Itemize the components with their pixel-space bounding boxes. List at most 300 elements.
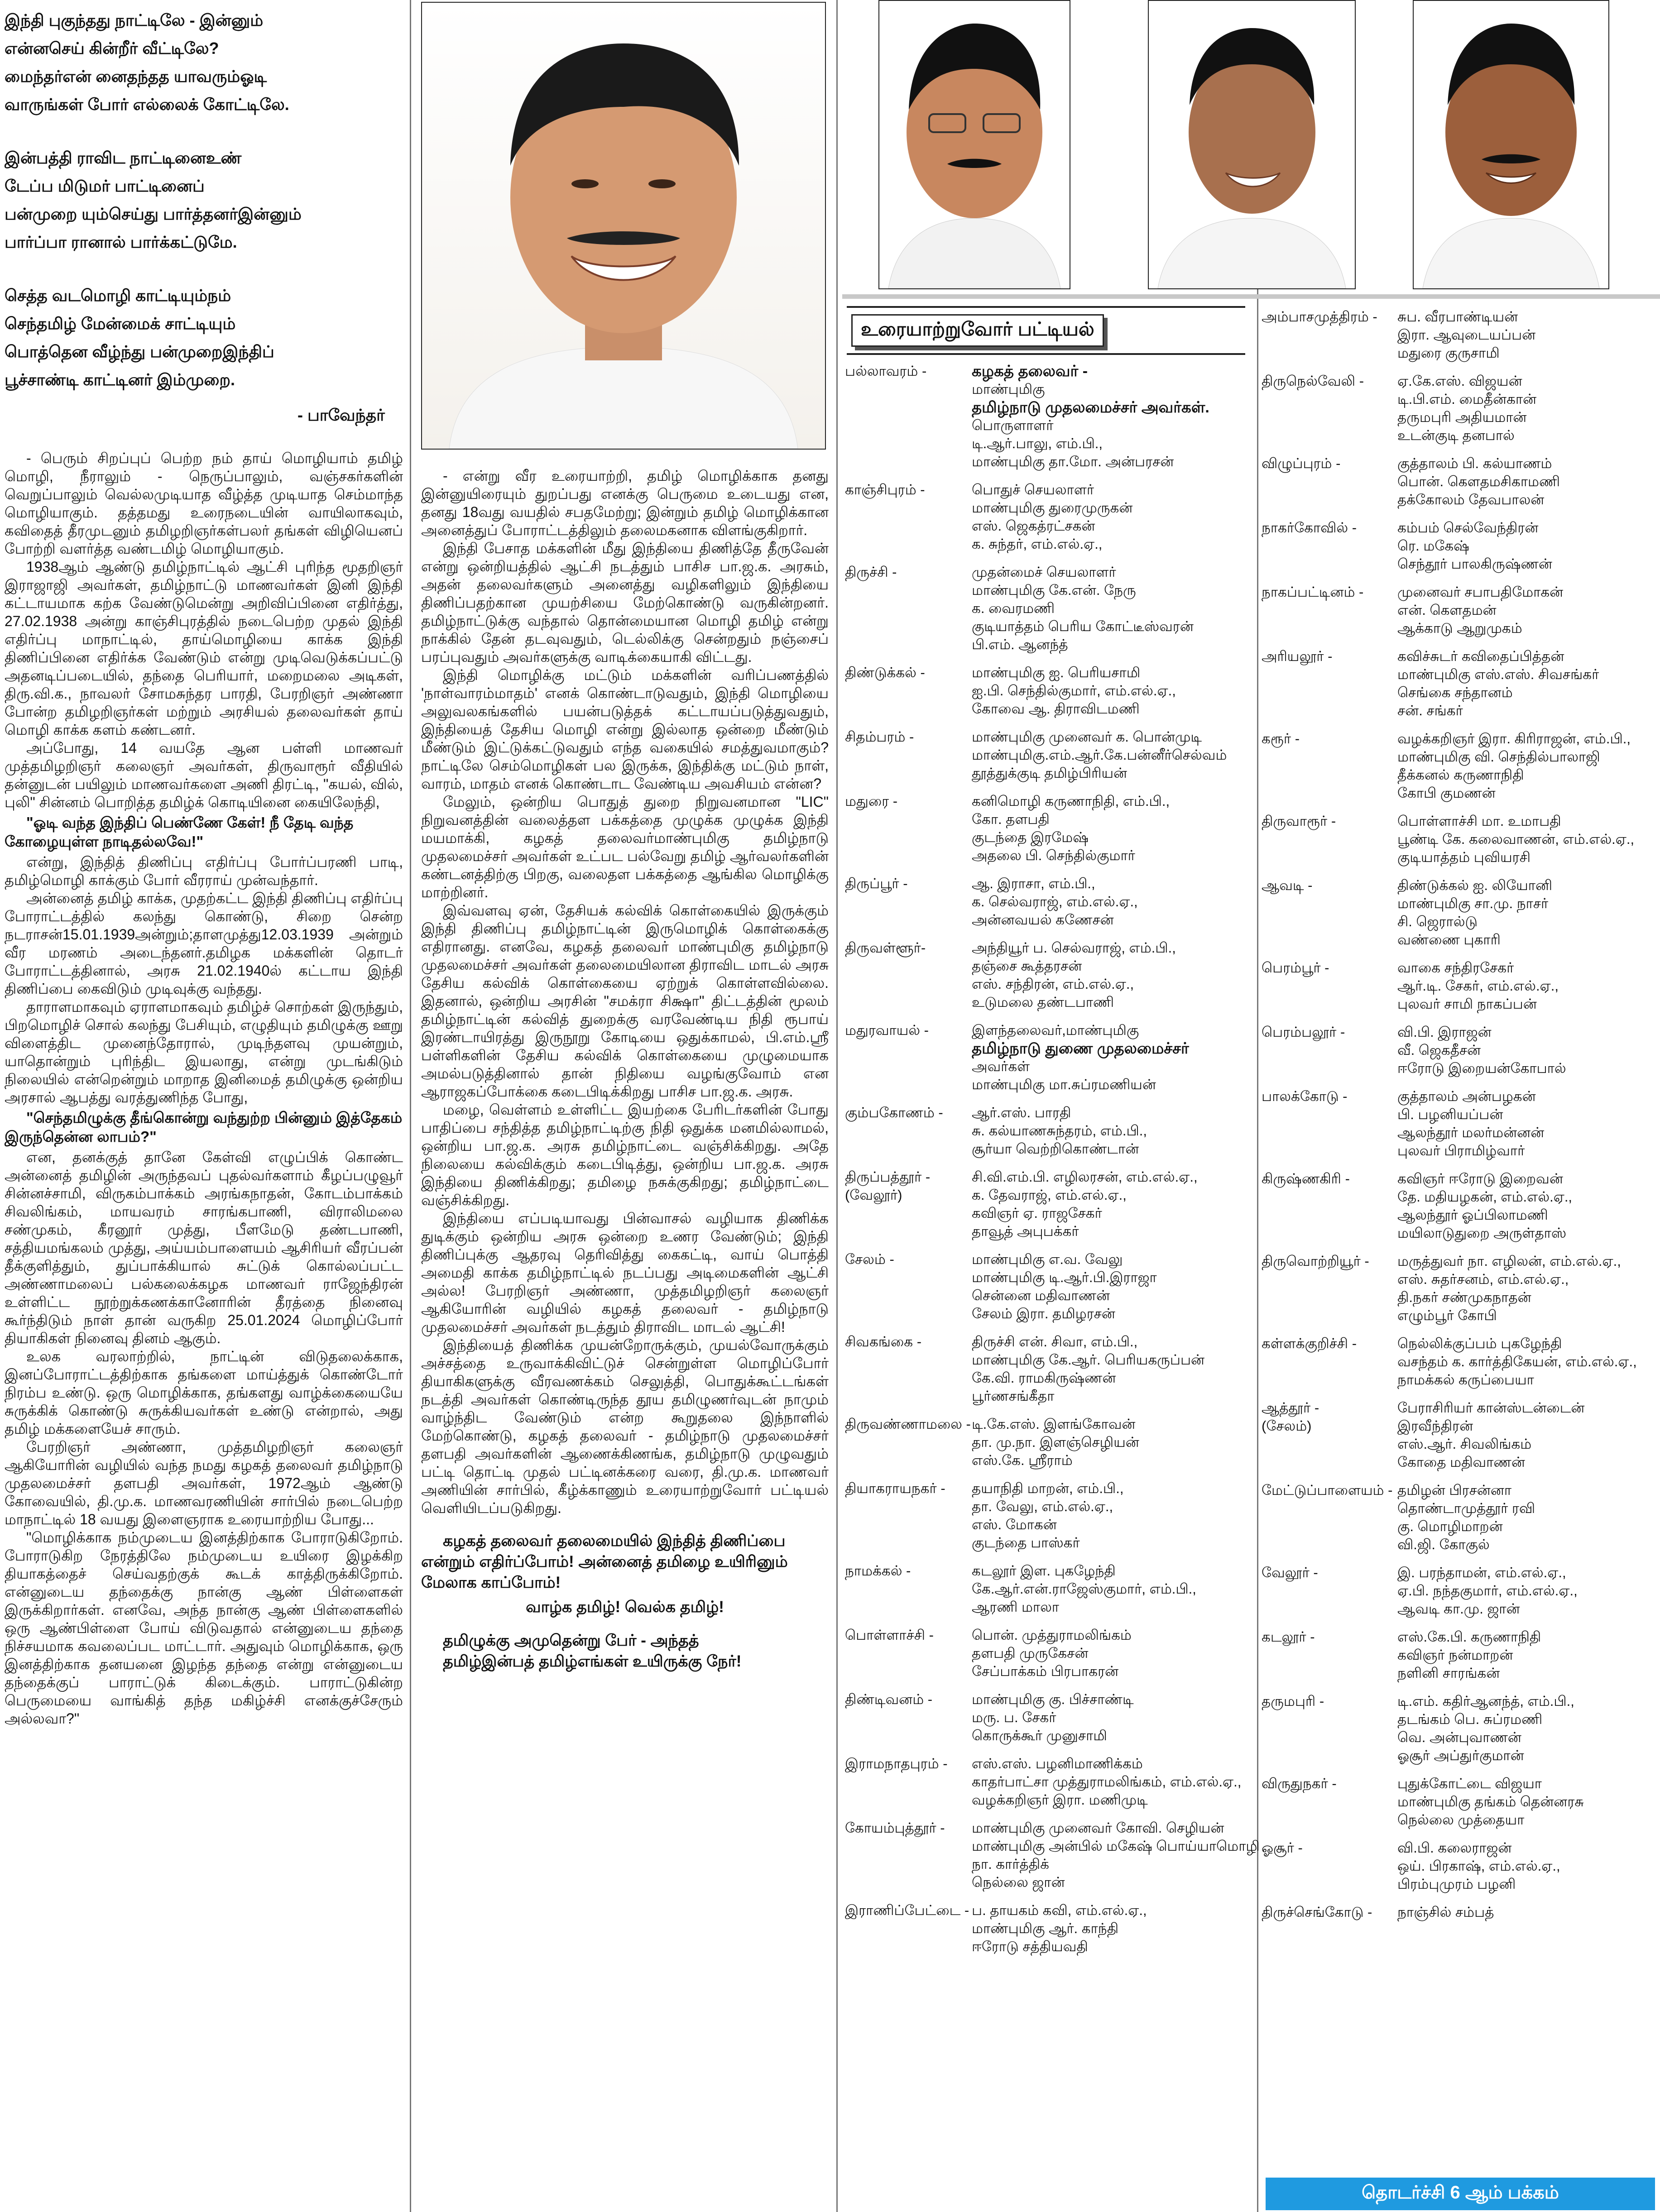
speaker-name: தி.நகர் சண்முகநாதன் <box>1397 1289 1531 1305</box>
speaker-name: தளபதி முருகேசன் <box>972 1645 1089 1661</box>
closing-statement: கழகத் தலைவர் தலைமையில் இந்தித் திணிப்பை என்றும் எதிர்ப்போம்! அன்னைத் தமிழை உயிரினும் மேலாக காப்போம்! வாழ்க தமிழ்! வெல்க தமிழ்! <box>421 1531 829 1618</box>
speaker-name: கோ. தளபதி <box>972 811 1050 827</box>
speaker-entry <box>845 1168 1252 1240</box>
quote: "ஓடி வந்த இந்திப் பெண்ணே கேள்! நீ தேடி வந்த கோழையுள்ள நாடிதல்லவே!" <box>5 814 354 850</box>
paragraph: என்று, இந்தித் திணிப்பு எதிர்ப்பு போர்ப்பரணி பாடி, தமிழ்மொழி காக்கும் போர் வீரராய் முன்வந்தார். <box>5 854 403 888</box>
paragraph: இவ்வளவு ஏன், தேசியக் கல்விக் கொள்கையில் இருக்கும் இந்தி திணிப்பு தமிழ்நாட்டின் இருமொழிக் கொள்கைக்கு எதிரானது. எனவே, கழகத் தலைவர் மாண்புமிகு தமிழ்நாடு முதலமைச்சர் அவர்கள் தலைமையிலான திராவிட மாடல் அரசு தேசிய கல்விக் கொள்கையை ஏற்றுக் கொள்ளவில்லை. இதனால், ஒன்றிய அரசின் "சமக்ரா சிக்ஷா" திட்டத்தின் மூலம் தமிழ்நாட்டின் கல்வித் துறைக்கு வரவேண்டிய நிதி ரூபாய் இரண்டாயிரத்து இருநூறு கோடியை ஒதுக்காமல், பி.எம்.ஸ்ரீ பள்ளிகளின் தேசிய கல்விக் கொள்கையை முழுமையாக அமல்படுத்தினால் தான் நிதியை வழங்குவோம் என ஆராஜகப்போக்கை கடைபிடிக்கிறது பாசிச பா.ஜ.க. அரசு. <box>421 902 829 1100</box>
speaker-name: சி. ஜெரால்டு <box>1397 914 1478 929</box>
speakers-list-left <box>845 362 1260 1966</box>
speaker-portraits <box>878 0 1630 290</box>
speaker-entry <box>1262 1170 1658 1242</box>
article-column-1 <box>5 0 403 2212</box>
speaker-name: சேலம் இரா. தமிழரசன் <box>972 1306 1115 1321</box>
poem-stanza: இன்பத்தி ராவிட நாட்டினைஉண் டேப்ப மிடுமர் பாட்டினைப் பன்முறை யும்செய்து பார்த்தனர்இன்னும் பார்ப்பா ரானால் பார்க்கட்டுமே. <box>5 148 302 251</box>
speaker-name: அதலை பி. செந்தில்குமார் <box>972 847 1135 863</box>
speaker-entry <box>1262 1628 1658 1682</box>
portrait-photo <box>1148 0 1356 289</box>
speaker-name: க. செல்வராஜ், எம்.எல்.ஏ., <box>972 894 1138 910</box>
speaker-name: டி.பி.எம். மைதீன்கான் <box>1397 391 1537 407</box>
speaker-names <box>1397 647 1658 720</box>
place-name: திருவொற்றியூர் - <box>1262 1253 1369 1269</box>
speaker-name: டி.கே.எஸ். இளங்கோவன் <box>972 1416 1136 1432</box>
speaker-names <box>972 1104 1252 1158</box>
place-name: பாலக்கோடு - <box>1262 1088 1348 1104</box>
speaker-entry <box>845 939 1252 1011</box>
paragraph: உலக வரலாற்றில், நாட்டின் விடுதலைக்காக, இனப்போராட்டத்திற்காக தங்களை மாய்த்துக் கொண்டோர் நிரம்ப உண்டு. ஒரு மொழிக்காக, தங்களது வாழ்க்கையையே சுருக்கிக் கொண்டு சுருக்கியவர்கள் உண்டு என்றால், அது தமிழ் மக்களையேச் சாரும். <box>5 1348 403 1437</box>
speaker-name: க. சுந்தர், எம்.எல்.ஏ., <box>972 536 1103 552</box>
speaker-name: மாண்புமிகு.எம்.ஆர்.கே.பன்னீர்செல்வம் <box>972 747 1227 763</box>
speaker-name: கோபி குமணன் <box>1397 785 1496 801</box>
speaker-entry <box>845 1626 1252 1681</box>
speaker-name: ஆரணி மாலா <box>972 1599 1060 1615</box>
paragraph: 1938ஆம் ஆண்டு தமிழ்நாட்டில் ஆட்சி புரிந்த மூதறிஞர் இராஜாஜி அவர்கள், தமிழ்நாட்டு மாணவர்கள் இனி இந்தி கட்டாயமாக கற்க வேண்டுமென்று அறிவிப்பினை எதிர்த்து, 27.02.1938 அன்று காஞ்சிபுரத்தில் நடைபெற்ற முதல் இந்தி எதிர்ப்பு மாநாட்டில், தாய்மொழியை காக்க இந்தி திணிப்பினை எதிர்க்க வேண்டும் என்று முடிவெடுக்கப்பட்டு அதனடிப்படையில், தந்தை பெரியார், மறைமலை அடிகள், திரு.வி.க., நாவலர் சோமசுந்தர பாரதி, பேரறிஞர் அண்ணா போன்ற தமிழறிஞர்கள் மற்றும் அரசியல் தலைவர்கள் தாய் மொழி காக்க களம் கண்டனர். <box>5 559 403 738</box>
speaker-name: எஸ்.கே. ஸ்ரீராம் <box>972 1452 1073 1468</box>
speaker-name: எஸ்.எஸ். பழனிமாணிக்கம் <box>972 1756 1143 1772</box>
speaker-entry <box>1262 1564 1658 1618</box>
speaker-name: முதன்மைச் செயலாளர் <box>972 564 1116 580</box>
speaker-names <box>1397 519 1658 573</box>
speaker-names <box>972 664 1252 718</box>
speaker-name: இரா. ஆவுடையப்பன் <box>1397 327 1536 343</box>
speaker-names <box>1397 455 1658 509</box>
speaker-name: சென்னை மதிவாணன் <box>972 1288 1110 1303</box>
place-name: பொள்ளாச்சி - <box>845 1627 934 1643</box>
speaker-names <box>972 563 1252 654</box>
place-name: வேலூர் - <box>1262 1565 1318 1580</box>
speaker-name: வெ. அன்புவாணன் <box>1397 1729 1521 1745</box>
speaker-names <box>1397 1399 1658 1471</box>
speaker-entry <box>845 481 1252 553</box>
speaker-name: ஏ.பி. நந்தகுமார், எம்.எல்.ஏ., <box>1397 1583 1578 1599</box>
speaker-names <box>1397 1564 1658 1618</box>
slogan: வாழ்க தமிழ்! வெல்க தமிழ்! <box>526 1598 724 1616</box>
speaker-entry <box>1262 1775 1658 1829</box>
speaker-name: குடியாத்தம் புவியரசி <box>1397 849 1530 865</box>
speaker-name: கம்பம் செல்வேந்திரன் <box>1397 520 1539 536</box>
article-column-2 <box>421 0 829 2212</box>
speaker-entry <box>845 1690 1252 1745</box>
speaker-name: வண்ணை புகாரி <box>1397 932 1501 948</box>
place-name: கிருஷ்ணகிரி - <box>1262 1171 1350 1187</box>
speaker-names <box>1397 1087 1658 1160</box>
speaker-name: தக்கோலம் தேவபாலன் <box>1397 492 1545 508</box>
portrait-photo <box>878 0 1070 289</box>
speaker-name: குடந்தை பாஸ்கர் <box>972 1535 1080 1551</box>
speaker-name: ஈரோடு இறையன்கோபால் <box>1397 1060 1566 1076</box>
speaker-name: கோவை ஆ. திராவிடமணி <box>972 701 1140 717</box>
paragraph: - பெரும் சிறப்புப் பெற்ற நம் தாய் மொழியாம் தமிழ் மொழி, நீராலும் - நெருப்பாலும், வஞ்சகர்களின் வெறுப்பாலும் வெல்லமுடியாத வீழ்த்த முடியாத செம்மாந்த மொழியாகும். தத்தமது உரைநடையின் வாயிலாகவும், கவிதைத் தீரமுடனும் தமிழறிஞர்கள்பலர் தங்கள் விழியெனப் போற்றி வளர்த்த வண்டமிழ் மொழியாகும். <box>5 450 403 557</box>
speaker-names <box>972 1333 1252 1405</box>
speaker-names <box>972 1168 1252 1240</box>
speaker-entry <box>1262 583 1658 637</box>
speaker-name: அன்னவயல் கணேசன் <box>972 912 1114 928</box>
speaker-names <box>972 362 1252 471</box>
speaker-names <box>1397 959 1658 1013</box>
column-divider <box>836 0 838 2212</box>
speaker-name: சி.வி.எம்.பி. எழிலரசன், எம்.எல்.ஏ., <box>972 1169 1198 1185</box>
speaker-name: தடங்கம் பெ. சுப்ரமணி <box>1397 1711 1543 1727</box>
place-name: மதுரை - <box>845 793 898 809</box>
speaker-names <box>1397 1903 1658 1921</box>
speaker-name: தொண்டாமுத்தூர் ரவி <box>1397 1500 1535 1516</box>
speaker-name: எஸ். சுதர்சனம், எம்.எல்.ஏ., <box>1397 1271 1569 1287</box>
speaker-name: க. வைரமணி <box>972 600 1055 616</box>
speaker-entry <box>1262 1903 1658 1921</box>
speaker-entry <box>845 1755 1252 1809</box>
speaker-name: மாண்புமிகு கே.என். நேரு <box>972 582 1136 598</box>
speaker-entry <box>845 1250 1252 1323</box>
speaker-name: குடியாத்தம் பெரிய கோட்டீஸ்வரன் <box>972 618 1194 634</box>
paragraph: இந்தி பேசாத மக்களின் மீது இந்தியை திணித்தே தீருவேன் என்று ஒன்றியத்தில் ஆட்சி நடத்தும் பாசிச பா.ஜ.க. அரசும், அதன் தலைவர்களும் அனைத்து வழிகளிலும் இந்தியை திணிப்பதற்கான முயற்சியை மேற்கொண்டு வருகின்றனர். தமிழ்நாட்டுக்கு வந்தால் தொன்மையான மொழி தமிழ் என்று நாக்கில் தேன் தடவுவதும், டெல்லிக்கு சென்றதும் நஞ்சைப் பரப்புவதும் அவர்களுக்கு வாடிக்கையாகி விட்டது. <box>421 540 829 665</box>
speaker-name: நளினி சாரங்கன் <box>1397 1665 1500 1681</box>
speaker-name: என். கௌதமன் <box>1397 602 1497 618</box>
speaker-name: சன். சங்கர் <box>1397 703 1463 718</box>
speaker-name: சேப்பாக்கம் பிரபாகரன் <box>972 1663 1119 1679</box>
place-name: காஞ்சிபுரம் - <box>845 482 925 498</box>
article-body <box>421 467 829 1517</box>
speaker-name: வி.பி. இராஜன் <box>1397 1024 1492 1040</box>
speakers-list-right <box>1262 308 1658 1931</box>
speaker-name: ஏ.கே.எஸ். விஜயன் <box>1397 373 1522 389</box>
speaker-name: வழக்கறிஞர் இரா. மணிமுடி <box>972 1792 1148 1808</box>
paragraph: அப்போது, 14 வயதே ஆன பள்ளி மாணவர் முத்தமிழறிஞர் கலைஞர் அவர்கள், திருவாரூர் வீதியில் தன்னுடன் பயிலும் மாணவர்களை அணி திரட்டி, "கயல், வில், புலி" சின்னம் பொறித்த தமிழ்க் கொடியினை கையிலேந்தி, <box>5 740 403 810</box>
speaker-name: மாண்புமிகு முனைவர் க. பொன்முடி <box>972 729 1202 745</box>
speaker-entry <box>1262 1023 1658 1077</box>
speaker-name: கே.வி. ராமகிருஷ்ணன் <box>972 1370 1116 1386</box>
speaker-name: பொள்ளாச்சி மா. உமாபதி <box>1397 813 1561 829</box>
speaker-names <box>972 1901 1252 1956</box>
speaker-name: மாண்புமிகு டி.ஆர்.பி.இராஜா <box>972 1269 1157 1285</box>
speaker-name: சு. கல்யாணசுந்தரம், எம்.பி., <box>972 1123 1147 1139</box>
closing-verse: தமிழுக்கு அமுதென்று பேர் - அந்தத் தமிழ்இன்பத் தமிழ்எங்கள் உயிருக்கு நேர்! <box>443 1632 742 1670</box>
speaker-name: கொருக்கூர் முனுசாமி <box>972 1728 1107 1743</box>
leader-photo <box>421 2 826 450</box>
paragraph: தாராளமாகவும் ஏராளமாகவும் தமிழ்ச் சொற்கள் இருந்தும், பிறமொழிச் சொல் கலந்து பேசியும், எழுதியும் தமிழுக்கு ஊறு விளைத்திட முனைந்தோரால், முடிந்தளவு முயன்றும், யாதொன்றும் புரிந்திட இயலாது, என்று முடங்கிடும் நிலையில் என்றென்றும் மாறாத இனிமைத் தமிழுக்கு ஒன்றிய அரசால் ஆபத்து வரத்துணிந்த போது, <box>5 999 403 1106</box>
poem-stanza: இந்தி புகுந்தது நாட்டிலே - இன்னும் என்னசெய் கின்றீர் வீட்டிலே? மைந்தர்என் னைதந்தத யாவரும்ஓடி வாருங்கள் போர் எல்லைக் கோட்டிலே. <box>5 11 289 114</box>
speaker-entry <box>1262 1839 1658 1893</box>
poem-author: - பாவேந்தர் <box>297 406 385 424</box>
speaker-entry <box>845 563 1252 654</box>
speaker-name: ஒய். பிரகாஷ், எம்.எல்.ஏ., <box>1397 1858 1560 1874</box>
speaker-names <box>972 1626 1252 1681</box>
speaker-entry <box>1262 647 1658 720</box>
place-name: திண்டிவனம் - <box>845 1691 933 1707</box>
place-name: ஆத்தூர் - (சேலம்) <box>1262 1400 1319 1434</box>
speaker-name: கு. மொழிமாறன் <box>1397 1518 1503 1534</box>
speaker-name: எஸ். ஜெகத்ரட்சகன் <box>972 518 1095 534</box>
speaker-name: நா. கார்த்திக் <box>972 1856 1049 1872</box>
speaker-name: திருச்சி என். சிவா, எம்.பி., <box>972 1334 1138 1350</box>
speaker-names <box>1397 1692 1658 1765</box>
speaker-name: தீக்கனல் கருணாநிதி <box>1397 767 1524 783</box>
place-name: சிதம்பரம் - <box>845 729 914 745</box>
article-body <box>5 449 403 1728</box>
speaker-names <box>1397 1628 1658 1682</box>
paragraph: இந்தி மொழிக்கு மட்டும் மக்களின் வரிப்பணத்தில் 'நாள்வாரம்மாதம்' எனக் கொண்டாடுவதும், இந்தி மொழியை அலுவலகங்களில் பயன்படுத்தக் கட்டாயப்படுத்துவதும், இந்தியைத் தேசிய மொழி என்று இல்லாத ஒன்றை மீண்டும் மீண்டும் இட்டுக்கட்டுவதும் எந்த வகையில் சமத்துவமாகும்? நாட்டிலே செம்மொழிகள் பல இருக்க, இந்திக்கு மட்டும் நாள், வாரம், மாதம் எனக் கொண்டாட வேண்டிய அவசியம் என்ன? <box>421 667 829 792</box>
speaker-name: பிரம்புமுரம் பழனி <box>1397 1876 1516 1892</box>
speaker-entry <box>845 1479 1252 1552</box>
speaker-names <box>1397 1252 1658 1325</box>
speaker-entry <box>845 1104 1252 1158</box>
speaker-name: ஓசூர் அப்துர்குமான் <box>1397 1748 1524 1763</box>
speaker-name: முனைவர் சபாபதிமோகன் <box>1397 584 1564 600</box>
speaker-name: ரெ. மகேஷ் <box>1397 538 1469 554</box>
speaker-name: மாண்புமிகு தா.மோ. அன்பரசன் <box>972 454 1174 469</box>
speaker-name: மாண்புமிகு ஆர். காந்தி <box>972 1920 1119 1936</box>
quote: "செந்தமிழுக்கு தீங்கொன்று வந்துற்ற பின்னும் இத்தேகம் இருந்தென்ன லாபம்?" <box>5 1109 403 1145</box>
place-name: கள்ளக்குறிச்சி - <box>1262 1336 1357 1351</box>
speaker-entry <box>1262 1087 1658 1160</box>
place-name: திருவள்ளூர்- <box>845 940 926 956</box>
speaker-name: ஆவடி கா.மு. ஜான் <box>1397 1601 1520 1617</box>
place-name: நாகர்கோவில் - <box>1262 520 1357 536</box>
speaker-entry <box>845 728 1252 782</box>
speaker-names <box>1397 1335 1658 1389</box>
speaker-names <box>1397 1023 1658 1077</box>
place-name: திருவாரூர் - <box>1262 813 1336 829</box>
speaker-entry <box>845 1562 1252 1616</box>
speaker-name: எஸ். மோகன் <box>972 1517 1057 1532</box>
speaker-name: இ. பரந்தாமன், எம்.எல்.ஏ., <box>1397 1565 1566 1580</box>
speaker-name: செந்தூர் பாலகிருஷ்ணன் <box>1397 556 1552 572</box>
place-name: சிவகங்கை - <box>845 1334 922 1350</box>
speaker-name: மாண்புமிகு சா.மு. நாசர் <box>1397 895 1549 911</box>
speaker-name: மாண்புமிகு மா.சுப்ரமணியன் <box>972 1077 1156 1092</box>
paragraph: மேலும், ஒன்றிய பொதுத் துறை நிறுவனமான "LIC" நிறுவனத்தின் வலைத்தள பக்கத்தை முழுக்க முழுக்க இந்தி மயமாக்கி, கழகத் தலைவர்மாண்புமிகு தமிழ்நாடு முதலமைச்சர் அவர்கள் உட்பட பல்வேறு தமிழ் ஆர்வலர்களின் கண்டனத்திற்கு பிறகு, வலைதள பக்கத்தை ஆங்கில மொழிக்கு மாற்றினர். <box>421 794 829 900</box>
speaker-name: நெல்லை முத்தையா <box>1397 1812 1525 1828</box>
portrait-illustration <box>422 3 825 449</box>
paragraph: "மொழிக்காக நம்முடைய இனத்திற்காக போராடுகிறோம். போராடுகிற நேரத்திலே நம்முடைய உயிரை இழக்கிற தியாகத்தைச் செய்வதற்குக் கூடக் காத்திருக்கிறோம். என்னுடைய தந்தைக்கு நான்கு ஆண் பிள்ளைகள் இருக்கிறார்கள். எனவே, அந்த நான்கு ஆண் பிள்ளைகளில் ஒரு ஆண்பிள்ளை போய் விடுவதால் என்னுடைய தந்தை நிச்சயமாக கவலைப்பட மாட்டார். அதுவும் மொழிக்காக, ஒரு இனத்திற்காக தனயனை இழந்த தந்தை என்று என்னுடைய தந்தைக்குப் பாராட்டுக் கிடைக்கும். பாராட்டுகின்ற பெருமையை வாங்கித் தந்த மகிழ்ச்சி எனக்குச்சேரும் அல்லவா?" <box>5 1529 403 1727</box>
speaker-name: வி.பி. கலைராஜன் <box>1397 1840 1512 1856</box>
speaker-name: பூர்ணசங்கீதா <box>972 1388 1055 1404</box>
place-name: நாமக்கல் - <box>845 1563 911 1579</box>
speaker-name: ஆர்.டி. சேகர், எம்.எல்.ஏ., <box>1397 978 1559 994</box>
speaker-name: தூத்துக்குடி தமிழ்பிரியன் <box>972 765 1127 781</box>
place-name: விருதுநகர் - <box>1262 1776 1337 1791</box>
place-name: திருப்பத்தூர் - (வேலூர்) <box>845 1169 931 1203</box>
speaker-name: க. தேவராஜ், எம்.எல்.ஏ., <box>972 1187 1127 1203</box>
place-name: கும்பகோணம் - <box>845 1105 943 1120</box>
speaker-entry <box>845 1901 1252 1956</box>
place-name: இராணிப்பேட்டை - <box>845 1902 969 1918</box>
speaker-name: வசந்தம் க. கார்த்திகேயன், எம்.எல்.ஏ., <box>1397 1354 1637 1369</box>
speaker-name: தே. மதியழகன், எம்.எல்.ஏ., <box>1397 1189 1573 1205</box>
speaker-entry <box>845 1333 1252 1405</box>
speaker-entry <box>1262 812 1658 867</box>
speaker-name: தமிழன் பிரசன்னா <box>1397 1482 1512 1498</box>
speaker-name: இளந்தலைவர்,மாண்புமிகு <box>972 1022 1139 1038</box>
paragraph: - என்று வீர உரையாற்றி, தமிழ் மொழிக்காக தனது இன்னுயிரையும் துறப்பது எனக்கு பெருமை உடையது என, தனது 18வது வயதில் சபதமேற்று; இன்றும் தமிழ் மொழிக்கான அனைத்துப் போராட்டத்திலும் தலைமகனாக விளங்குகிறார். <box>421 468 829 538</box>
speaker-entry <box>845 1021 1252 1094</box>
speaker-name: மாண்புமிகு ஐ. பெரியசாமி <box>972 665 1141 680</box>
place-name: பெரம்பலூர் - <box>1262 1024 1345 1040</box>
place-name: ஓசூர் - <box>1262 1840 1303 1856</box>
speaker-name: ஈரோடு சத்தியவதி <box>972 1939 1088 1954</box>
place-name: கடலூர் - <box>1262 1629 1315 1645</box>
poem-stanza: செத்த வடமொழி காட்டியும்நம் செந்தமிழ் மேன்மைக் சாட்டியும் பொத்தென வீழ்ந்து பன்முறைஇந்திப் பூச்சாண்டி காட்டினர் இம்முறை. <box>5 286 274 389</box>
speaker-name: வழக்கறிஞர் இரா. கிரிராஜன், எம்.பி., <box>1397 731 1631 747</box>
portrait-photo <box>1413 0 1609 289</box>
speaker-name: தயாநிதி மாறன், எம்.பி., <box>972 1480 1124 1496</box>
speaker-name: நெல்லை ஜான் <box>972 1874 1065 1890</box>
speaker-entry <box>1262 959 1658 1013</box>
speaker-name: தமிழ்நாடு துணை முதலமைச்சர் <box>972 1040 1189 1057</box>
speaker-name: கவிஞர் ஏ. ராஜசேகர் <box>972 1205 1102 1221</box>
speaker-name: மாண்புமிகு அன்பில் மகேஷ் பொய்யாமொழி <box>972 1838 1260 1854</box>
speaker-name: கழகத் தலைவர் - <box>972 363 1088 380</box>
speaker-name: தஞ்சை கூத்தரசன் <box>972 958 1082 974</box>
speaker-name: ஆர்.எஸ். பாரதி <box>972 1105 1071 1120</box>
speaker-name: மாண்புமிகு வி. செந்தில்பாலாஜி <box>1397 749 1600 765</box>
place-name: கரூர் - <box>1262 731 1300 747</box>
speaker-entry <box>1262 455 1658 509</box>
speaker-names <box>1397 876 1658 949</box>
speaker-name: மாண்புமிகு துரைமுருகன் <box>972 500 1133 516</box>
paragraph: இந்தியை எப்படியாவது பின்வாசல் வழியாக திணிக்க துடிக்கும் ஒன்றிய அரசு ஒன்றை உணர வேண்டும்; இந்தி திணிப்புக்கு ஆதரவு தெரிவித்து கைகட்டி, வாய் பொத்தி அமைதி காக்க தமிழ்நாட்டில் நடப்பது அடிமைகளின் ஆட்சி அல்ல! பேரறிஞர் அண்ணா, முத்தமிழறிஞர் கலைஞர் ஆகியோரின் வழியில் கழகத் தலைவர் - தமிழ்நாடு முதலமைச்சர் அவர்கள் நடத்தும் திராவிட மாடல் ஆட்சி! <box>421 1210 829 1335</box>
column-divider <box>410 0 411 2212</box>
speaker-name: பொதுச் செயலாளர் <box>972 482 1094 498</box>
speaker-entry <box>1262 1335 1658 1389</box>
paragraph: மழை, வெள்ளம் உள்ளிட்ட இயற்கை பேரிடர்களின் போது பாதிப்பை சந்தித்த தமிழ்நாட்டிற்கு நிதி ஒதுக்க மனமில்லாமல், ஒன்றிய பா.ஜ.க. அரசு தமிழ்நாட்டை வஞ்சிக்கிறது. அதே நிலையை கல்விக்கும் கடைபிடித்து, ஒன்றிய பா.ஜ.க. அரசு இந்தியை திணிக்கிறது; தமிழை நசுக்குகிறது; தமிழ்நாட்டை வஞ்சிக்கிறது. <box>421 1101 829 1208</box>
speaker-name: மாண்புமிகு எஸ்.எஸ். சிவசங்கர் <box>1397 666 1599 682</box>
speaker-names <box>1397 583 1658 637</box>
place-name: திருச்சி - <box>845 564 897 580</box>
place-name: ஆவடி - <box>1262 877 1313 893</box>
speaker-entry <box>845 1819 1260 1891</box>
place-name: விழுப்புரம் - <box>1262 455 1341 471</box>
speaker-name: மயிலாடுதுறை அருள்தாஸ் <box>1397 1225 1567 1241</box>
speaker-names <box>1397 372 1658 445</box>
speaker-name: எழும்பூர் கோபி <box>1397 1307 1497 1323</box>
speaker-name: ஐ.பி. செந்தில்குமார், எம்.எல்.ஏ., <box>972 683 1176 699</box>
speaker-names <box>1397 308 1658 362</box>
speaker-name: திண்டுக்கல் ஐ. லியோனி <box>1397 877 1553 893</box>
place-name: தியாகராயநகர் - <box>845 1480 945 1496</box>
speaker-name: மாண்புமிகு <box>972 381 1045 397</box>
speaker-name: வி.ஜி. கோகுல் <box>1397 1537 1490 1552</box>
speaker-entry <box>1262 519 1658 573</box>
place-name: அரியலூர் - <box>1262 648 1333 664</box>
speaker-entry <box>1262 1692 1658 1765</box>
speaker-name: கவிஞர் ஈரோடு இறைவன் <box>1397 1171 1563 1187</box>
speaker-name: மரு. ப. சேகர் <box>972 1709 1056 1725</box>
speaker-name: நாமக்கல் கருப்பையா <box>1397 1372 1534 1388</box>
speaker-name: தமிழ்நாடு முதலமைச்சர் அவர்கள். <box>972 399 1209 416</box>
speaker-name: மருத்துவர் நா. எழிலன், எம்.எல்.ஏ., <box>1397 1253 1621 1269</box>
speaker-name: அந்தியூர் ப. செல்வராஜ், எம்.பி., <box>972 940 1176 956</box>
speaker-names <box>972 1755 1252 1809</box>
speaker-name: வாகை சந்திரசேகர் <box>1397 960 1514 976</box>
place-name: பெரம்பூர் - <box>1262 960 1329 976</box>
place-name: நாகப்பட்டினம் - <box>1262 584 1364 600</box>
speaker-name: உடுமலை தண்டபாணி <box>972 994 1114 1010</box>
speaker-name: ப. தாயகம் கவி, எம்.எல்.ஏ., <box>972 1902 1147 1918</box>
speaker-names <box>972 1415 1252 1470</box>
speaker-name: சூர்யா வெற்றிகொண்டான் <box>972 1141 1139 1157</box>
speaker-name: மாண்புமிகு எ.வ. வேலு <box>972 1251 1123 1267</box>
place-name: திருநெல்வேலி - <box>1262 373 1364 389</box>
speaker-name: எஸ்.கே.பி. கருணாநிதி <box>1397 1629 1541 1645</box>
speaker-entry <box>1262 730 1658 802</box>
speaker-name: கனிமொழி கருணாநிதி, எம்.பி., <box>972 793 1170 809</box>
speaker-name: புதுக்கோட்டை விஜயா <box>1397 1776 1542 1791</box>
speaker-entry <box>845 1415 1252 1470</box>
speaker-name: புலவர் பிராமிழ்வார் <box>1397 1143 1525 1159</box>
speaker-name: செங்கை சந்தானம் <box>1397 685 1513 700</box>
speaker-name: கவிஞர் நன்மாறன் <box>1397 1647 1513 1663</box>
speaker-names <box>972 792 1252 865</box>
speaker-name: பேராசிரியர் கான்ஸ்டன்டைன் <box>1397 1400 1585 1416</box>
speaker-name: மாண்புமிகு கே.ஆர். பெரியகருப்பன் <box>972 1352 1205 1368</box>
speaker-name: இரவீந்திரன் <box>1397 1418 1473 1434</box>
speaker-name: பி. பழனியப்பன் <box>1397 1106 1503 1122</box>
speaker-name: மாண்புமிகு கு. பிச்சாண்டி <box>972 1691 1134 1707</box>
speaker-entry <box>1262 372 1658 445</box>
place-name: பல்லாவரம் - <box>845 363 927 379</box>
paragraph: பேரறிஞர் அண்ணா, முத்தமிழறிஞர் கலைஞர் ஆகியோரின் வழியில் வந்த நமது கழகத் தலைவர் தமிழ்நாடு முதலமைச்சர் தளபதி அவர்கள், 1972ஆம் ஆண்டு கோவையில், தி.மு.க. மாணவரணியின் சார்பில் நடைபெற்ற மாநாட்டில் 18 வயது இளைஞராக உரையாற்றிய போது... <box>5 1439 403 1527</box>
place-name: தருமபுரி - <box>1262 1693 1324 1709</box>
speaker-entry <box>1262 1481 1658 1554</box>
speaker-name: பொருளாளர் <box>972 417 1054 433</box>
speaker-name: ஆ. இராசா, எம்.பி., <box>972 876 1095 891</box>
place-name: சேலம் - <box>845 1251 894 1267</box>
place-name: மேட்டுப்பாளையம் - <box>1262 1482 1393 1498</box>
speaker-name: தருமபுரி அதியமான் <box>1397 409 1527 425</box>
place-name: திருப்பூர் - <box>845 876 908 891</box>
speaker-name: மதுரை குருசாமி <box>1397 345 1500 361</box>
place-name: அம்பாசமுத்திரம் - <box>1262 309 1377 325</box>
speaker-names <box>972 1562 1252 1616</box>
speaker-name: மாண்புமிகு தங்கம் தென்னரசு <box>1397 1794 1584 1810</box>
speaker-names <box>1397 1775 1658 1829</box>
speaker-name: பூண்டி கே. கலைவாணன், எம்.எல்.ஏ., <box>1397 831 1635 847</box>
speaker-entry <box>845 792 1252 865</box>
speaker-entry <box>845 362 1252 471</box>
speaker-names <box>972 1479 1252 1552</box>
speaker-name: குடந்தை இரமேஷ் <box>972 829 1089 845</box>
speaker-name: ஆக்காடு ஆறுமுகம் <box>1397 620 1522 636</box>
continued-on-page-banner: தொடர்ச்சி 6 ஆம் பக்கம் <box>1266 2178 1655 2210</box>
speaker-name: கவிச்சுடர் கவிதைப்பித்தன் <box>1397 648 1564 664</box>
speaker-name: கோதை மதிவாணன் <box>1397 1454 1525 1470</box>
speaker-names <box>972 1021 1252 1094</box>
speaker-name: தாவூத் அபுபக்கர் <box>972 1223 1079 1239</box>
speaker-name: குத்தாலம் பி. கல்யாணம் <box>1397 455 1552 471</box>
speaker-name: ஆலந்தூர் ஓப்பிலாமணி <box>1397 1207 1548 1223</box>
paragraph: இந்தியைத் திணிக்க முயன்றோருக்கும், முயல்வோருக்கும் அச்சத்தை உருவாக்கிவிட்டுச் சென்றுள்ள மொழிப்போர் தியாகிகளுக்கு வீரவணக்கம் செலுத்தி, பொதுக்கூட்டங்கள் நடத்தி அவர்கள் கொண்டிருந்த தூய தமிழுணர்வுடன் நாமும் வாழ்ந்திட வேண்டும் என்ற கூறுதலை இந்நாளில் மேற்கொண்டு, கழகத் தலைவர் - தமிழ்நாடு முதலமைச்சர் தளபதி அவர்களின் ஆணைக்கிணங்க, தமிழ்நாடு முழுவதும் பட்டி தொட்டி முதல் பட்டினக்கரை வரை, தி.மு.க. மாணவர் அணியின் சார்பில், கீழ்க்காணும் உரையாற்றுவோர் பட்டியல் வெளியிடப்படுகிறது. <box>421 1337 829 1516</box>
speaker-entry <box>845 875 1252 929</box>
speaker-name: நெல்லிக்குப்பம் புகழேந்தி <box>1397 1336 1562 1351</box>
place-name: கோயம்புத்தூர் - <box>845 1820 945 1836</box>
speaker-entry <box>1262 308 1658 362</box>
section-rule <box>842 294 1660 299</box>
speaker-names <box>972 1690 1252 1745</box>
speaker-name: கடலூர் இள. புகழேந்தி <box>972 1563 1116 1579</box>
speaker-names <box>972 1250 1252 1323</box>
speaker-name: அவர்கள் <box>972 1058 1030 1074</box>
speaker-names <box>972 875 1252 929</box>
speaker-entry <box>1262 1252 1658 1325</box>
speakers-list-heading <box>847 306 1245 355</box>
speaker-names <box>972 728 1252 782</box>
speaker-names <box>1397 730 1658 802</box>
speaker-name: நாஞ்சில் சம்பத் <box>1397 1904 1494 1920</box>
speaker-name: வீ. ஜெகதீசன் <box>1397 1042 1481 1058</box>
speaker-name: பொன். முத்துராமலிங்கம் <box>972 1627 1132 1643</box>
place-name: இராமநாதபுரம் - <box>845 1756 948 1772</box>
speaker-name: புலவர் சாமி நாகப்பன் <box>1397 996 1537 1012</box>
speaker-names <box>972 1819 1260 1891</box>
